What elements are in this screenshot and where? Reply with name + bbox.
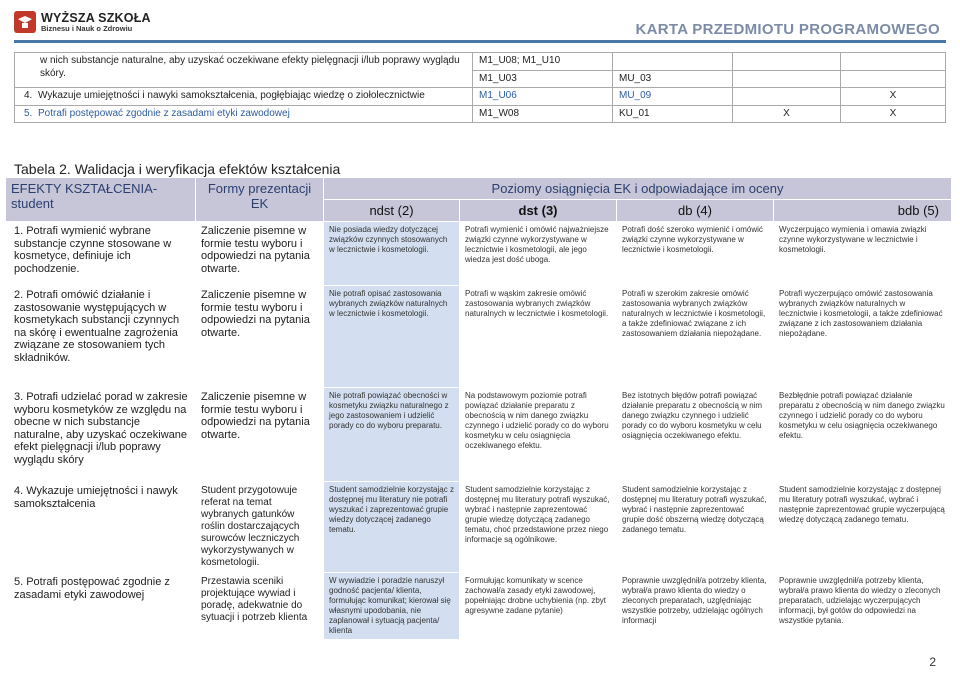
effect-cell: 5. Potrafi postępować zgodnie z zasadami etyki zawodowej — [6, 573, 196, 640]
db-cell: Potrafi w szerokim zakresie omówić zastosowania wybranych związków naturalnych w lecznictwie i kosmetologii, a także zdefiniować związane z ich zastosowaniem działania niepożądane. — [617, 286, 774, 388]
effect-description: 4. Wykazuje umiejętności i nawyki samokształcenia, pogłębiając wiedzę o ziołolecznictwie — [15, 88, 473, 106]
effect-code-alt: KU_01 — [613, 105, 733, 123]
effect-cell: 4. Wykazuje umiejętności i nawyk samokształcenia — [6, 482, 196, 573]
mark-cell: X — [841, 88, 946, 106]
effect-code-alt — [613, 53, 733, 71]
table-row — [15, 88, 946, 106]
column-header-effects: EFEKTY KSZTAŁCENIA- student — [6, 178, 196, 222]
effect-code-alt: MU_09 — [613, 88, 733, 106]
bdb-cell: Potrafi wyczerpująco omówić zastosowania wybranych związków naturalnych w lecznictwie i kosmetologii, a także zdefiniować związane z ich zastosowaniem działania niepożądane. — [774, 286, 952, 388]
column-header-forms: Formy prezentacji EK — [196, 178, 324, 222]
ndst-cell: Nie potrafi powiązać obecności w kosmetyku związku naturalnego z jego zastosowaniem i udzielić porady co do wyboru preparatu. — [324, 388, 460, 482]
column-header-bdb: bdb (5) — [774, 200, 952, 222]
header-divider — [14, 40, 946, 43]
dst-cell: Potrafi wymienić i omówić najważniejsze związki czynne wykorzystywane w lecznictwie i kosmetologii, ale jego wiedza jest dość uboga. — [460, 222, 617, 286]
mark-cell: X — [733, 105, 841, 123]
table-row — [15, 53, 946, 71]
dst-cell: Potrafi w wąskim zakresie omówić zastosowania wybranych związków naturalnych w lecznictwie i kosmetologii. — [460, 286, 617, 388]
table-caption: Tabela 2. Walidacja i weryfikacja efektów kształcenia — [14, 161, 341, 177]
school-logo — [14, 8, 172, 36]
mark-cell — [841, 53, 946, 71]
mark-cell — [841, 70, 946, 88]
effect-code-alt: MU_03 — [613, 70, 733, 88]
mark-cell — [733, 53, 841, 71]
table-row — [6, 222, 952, 286]
effect-code: M1_U08; M1_U10 — [473, 53, 613, 71]
effect-code: M1_U06 — [473, 88, 613, 106]
table-row — [6, 286, 952, 388]
form-cell: Student przygotowuje referat na temat wybranych gatunków roślin dostarczających surowców leczniczych wykorzystywanych w kosmetologii. — [196, 482, 324, 573]
effect-code: M1_U03 — [473, 70, 613, 88]
mark-cell — [733, 70, 841, 88]
logo-subtitle: Biznesu i Nauk o Zdrowiu — [41, 24, 133, 33]
logo-name: WYŻSZA SZKOŁA — [41, 10, 151, 25]
form-cell: Przestawia sceniki projektujące wywiad i poradę, adekwatnie do sytuacji i potrzeb klienta — [196, 573, 324, 640]
effects-mapping-table — [14, 52, 946, 123]
form-cell: Zaliczenie pisemne w formie testu wyboru i odpowiedzi na pytania otwarte. — [196, 286, 324, 388]
table-row — [6, 388, 952, 482]
document-title: KARTA PRZEDMIOTU PROGRAMOWEGO — [635, 21, 940, 38]
column-header-dst: dst (3) — [460, 200, 617, 222]
effect-cell: 3. Potrafi udzielać porad w zakresie wyboru kosmetyków ze względu na obecne w nich substancje naturalne, aby uzyskać oczekiwane efekt pielęgnacji i/lub poprawy wyglądu skóry — [6, 388, 196, 482]
table-row — [15, 105, 946, 123]
page-number: 2 — [929, 655, 936, 669]
table-row — [6, 482, 952, 573]
mark-cell: X — [841, 105, 946, 123]
ndst-cell: Nie posiada wiedzy dotyczącej związków czynnych stosowanych w lecznictwie i kosmetologii. — [324, 222, 460, 286]
bdb-cell: Bezbłędnie potrafi powiązać działanie preparatu z obecnością w nim danego związku czynnego i udzielić porady co do wyboru kosmetyku w celu osiągnięcia oczekiwanego efektu. — [774, 388, 952, 482]
ndst-cell: Nie potrafi opisać zastosowania wybranych związków naturalnych w lecznictwie i kosmetologii. — [324, 286, 460, 388]
validation-table — [5, 177, 952, 640]
ndst-cell: Student samodzielnie korzystając z dostępnej mu literatury nie potrafi wyszukać i zaprezentować grupie wiedzy dotyczącej zadanego tematu. — [324, 482, 460, 573]
table-row — [6, 573, 952, 640]
bdb-cell: Poprawnie uwzględnił/a potrzeby klienta, wybrał/a prawo klienta do wiedzy o zleconych preparatach, udzielając wyczerpujących informacji, był gotów do odpowiedzi na wszystkie pytania. — [774, 573, 952, 640]
column-header-levels: Poziomy osiągnięcia EK i odpowiadające im oceny — [324, 178, 952, 200]
column-header-ndst: ndst (2) — [324, 200, 460, 222]
form-cell: Zaliczenie pisemne w formie testu wyboru i odpowiedzi na pytania otwarte. — [196, 222, 324, 286]
effect-cell: 2. Potrafi omówić działanie i zastosowanie występujących w kosmetykach substancji czynnych na skórę i ewentualne zagrożenia związane ze stosowaniem tych składników. — [6, 286, 196, 388]
effect-code: M1_W08 — [473, 105, 613, 123]
ndst-cell: W wywiadzie i poradzie naruszył godność pacjenta/ klienta, formułując komunikat; kierował się własnymi upodobania, nie zaplanował i sytuacją pacjenta/ klienta — [324, 573, 460, 640]
dst-cell: Na podstawowym poziomie potrafi powiązać działanie preparatu z obecnością w nim danego związku czynnego i udzielić porady co do wyboru kosmetyku w celu osiągnięcia oczekiwanego efektu. — [460, 388, 617, 482]
db-cell: Poprawnie uwzględnił/a potrzeby klienta, wybrał/a prawo klienta do wiedzy o zleconych preparatach, uzględniając wszystkie potrzeby, udzielając ogólnych informacji — [617, 573, 774, 640]
column-header-db: db (4) — [617, 200, 774, 222]
dst-cell: Formułując komunikaty w scence zachował/a zasady etyki zawodowej, popełniając drobne uchybienia (np. zbyt agresywne zadane pytanie) — [460, 573, 617, 640]
db-cell: Bez istotnych błędów potrafi powiązać działanie preparatu z obecnością w nim danego związku czynnego i udzielić porady co do wyboru kosmetyku w celu osiągnięcia oczekiwanego efektu. — [617, 388, 774, 482]
db-cell: Potrafi dość szeroko wymienić i omówić związki czynne wykorzystywane w lecznictwie i kosmetologii. — [617, 222, 774, 286]
effect-description: 5. Potrafi postępować zgodnie z zasadami etyki zawodowej — [15, 105, 473, 123]
bdb-cell: Student samodzielnie korzystając z dostępnej mu literatury potrafi wyszukać, wybrać i następnie zaprezentować grupie wyczerpującą wiedzę dotyczącą zadanego tematu. — [774, 482, 952, 573]
db-cell: Student samodzielnie korzystając z dostępnej mu literatury potrafi wyszukać, wybrać i następnie zaprezentować grupie dość obszerną wiedzę dotyczącą zadanego tematu. — [617, 482, 774, 573]
bdb-cell: Wyczerpująco wymienia i omawia związki czynne wykorzystywane w lecznictwie i kosmetologii. — [774, 222, 952, 286]
dst-cell: Student samodzielnie korzystając z dostępnej mu literatury potrafi wyszukać, wybrać i następnie zaprezentować grupie wiedzę dotyczącą zadanego tematu, choć przedstawione przez niego informacje są ogólnikowe. — [460, 482, 617, 573]
graduation-cap-icon — [14, 11, 36, 33]
effect-cell: 1. Potrafi wymienić wybrane substancje czynne stosowane w kosmetyce, definiuje ich pochodzenie. — [6, 222, 196, 286]
form-cell: Zaliczenie pisemne w formie testu wyboru i odpowiedzi na pytania otwarte. — [196, 388, 324, 482]
effect-description: w nich substancje naturalne, aby uzyskać oczekiwane efekty pielęgnacji i/lub poprawy wyglądu skóry. — [15, 53, 473, 88]
mark-cell — [733, 88, 841, 106]
